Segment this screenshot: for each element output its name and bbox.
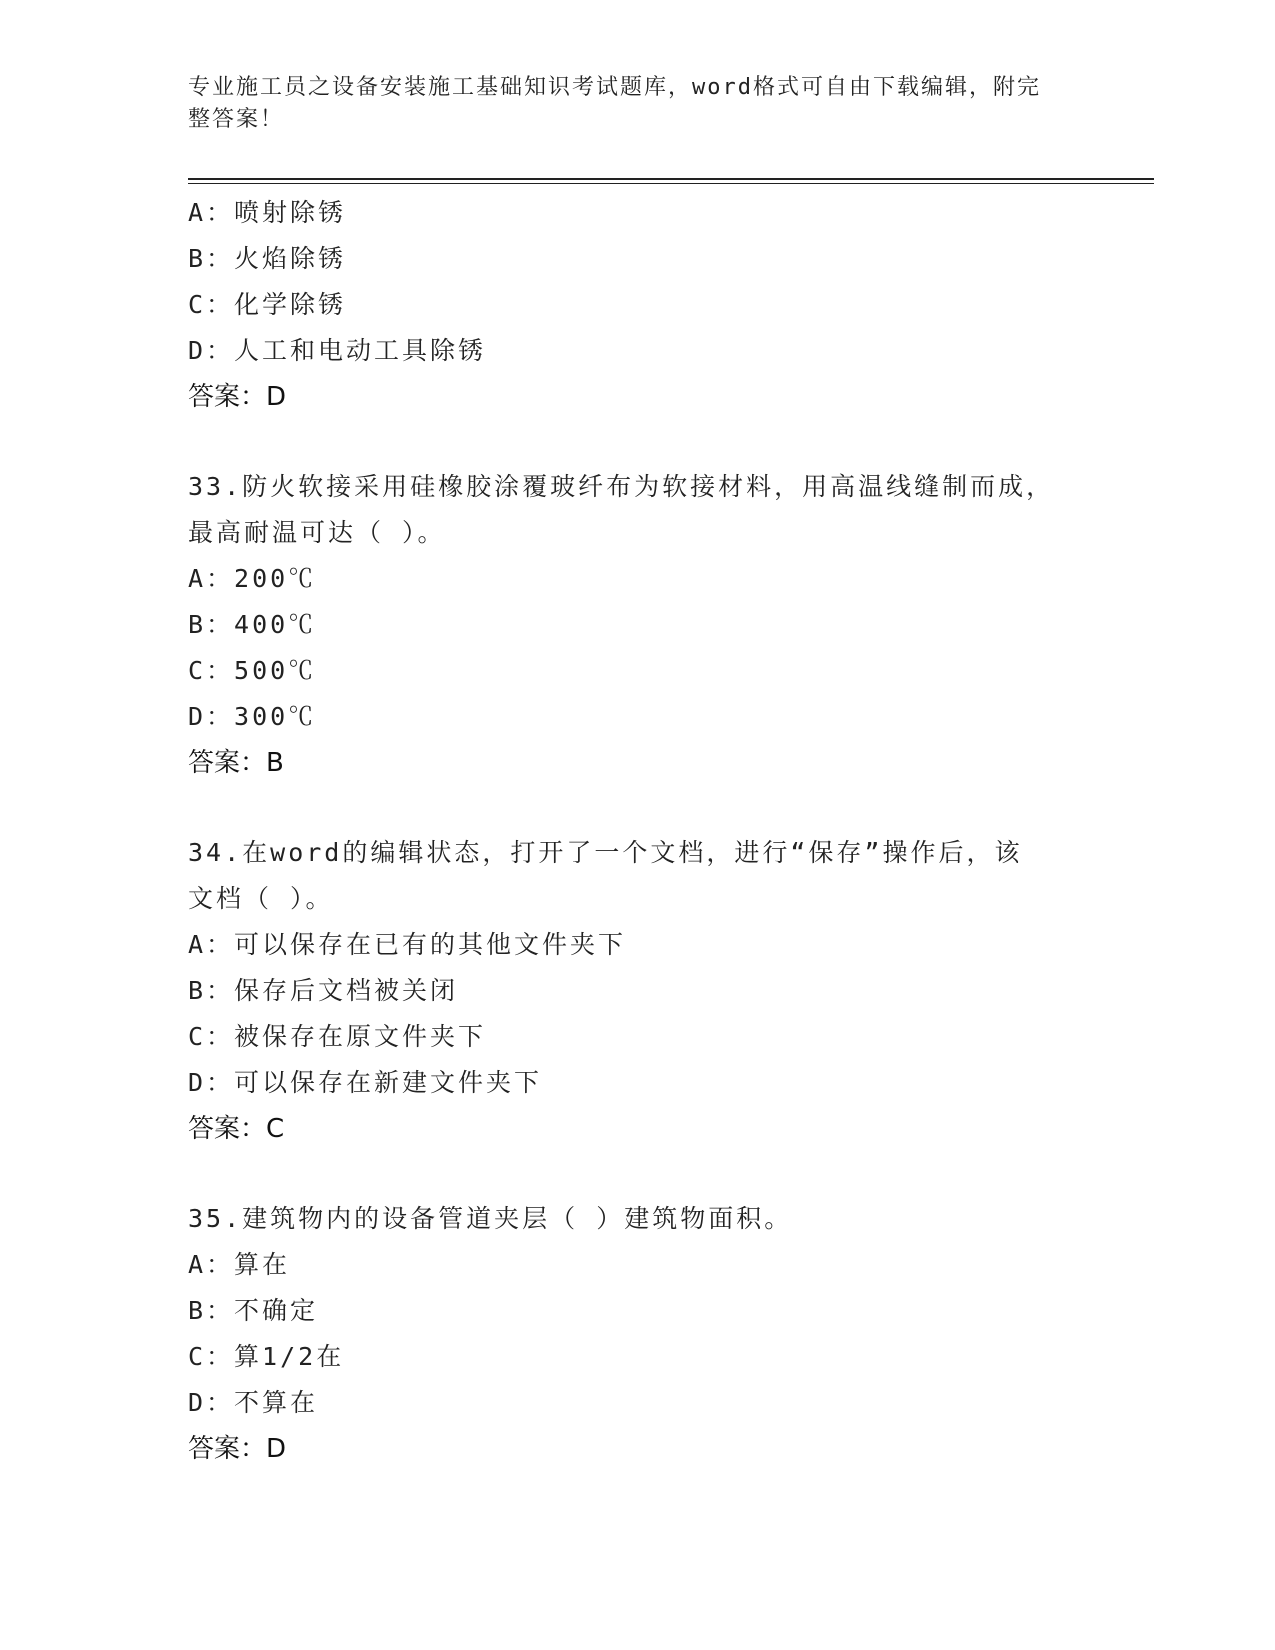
option-a: A：200℃ [188, 564, 317, 593]
question-block [188, 464, 1088, 786]
option-c: C：被保存在原文件夹下 [188, 1022, 487, 1051]
spacer [188, 786, 1088, 830]
question-list [188, 190, 1088, 1472]
option-c: C：算1/2在 [188, 1342, 345, 1371]
option-d: D：不算在 [188, 1388, 319, 1417]
answer-line: 答案：D [188, 1434, 287, 1464]
option-a: A：喷射除锈 [188, 198, 347, 227]
option-d: D：300℃ [188, 702, 317, 731]
option-a: A：可以保存在已有的其他文件夹下 [188, 930, 627, 959]
question-stem-line: 33.防火软接采用硅橡胶涂覆玻纤布为软接材料，用高温线缝制而成， [188, 472, 1055, 501]
option-c: C：500℃ [188, 656, 317, 685]
option-d: D：可以保存在新建文件夹下 [188, 1068, 543, 1097]
option-b: B：火焰除锈 [188, 244, 347, 273]
question-block [188, 1196, 1088, 1472]
header-line-2: 整答案！ [188, 107, 285, 132]
question-stem-line: 最高耐温可达（ ）。 [188, 518, 446, 547]
question-stem-line: 34.在word的编辑状态，打开了一个文档，进行“保存”操作后，该 [188, 838, 1023, 867]
header-rule-thick [188, 178, 1154, 180]
spacer [188, 1152, 1088, 1196]
option-c: C：化学除锈 [188, 290, 347, 319]
question-stem-line: 35.建筑物内的设备管道夹层（ ）建筑物面积。 [188, 1204, 793, 1233]
header-line-1: 专业施工员之设备安装施工基础知识考试题库，word格式可自由下载编辑，附完 [188, 75, 1041, 100]
question-block [188, 830, 1088, 1152]
question-block [188, 190, 1088, 420]
document-header [188, 72, 1088, 136]
answer-line: 答案：C [188, 1114, 285, 1144]
answer-line: 答案：D [188, 382, 287, 412]
answer-line: 答案：B [188, 748, 284, 778]
option-d: D：人工和电动工具除锈 [188, 336, 487, 365]
option-b: B：不确定 [188, 1296, 319, 1325]
option-b: B：400℃ [188, 610, 317, 639]
question-stem-line: 文档（ ）。 [188, 884, 334, 913]
option-b: B：保存后文档被关闭 [188, 976, 459, 1005]
option-a: A：算在 [188, 1250, 291, 1279]
spacer [188, 420, 1088, 464]
header-rule-thin [188, 183, 1154, 184]
